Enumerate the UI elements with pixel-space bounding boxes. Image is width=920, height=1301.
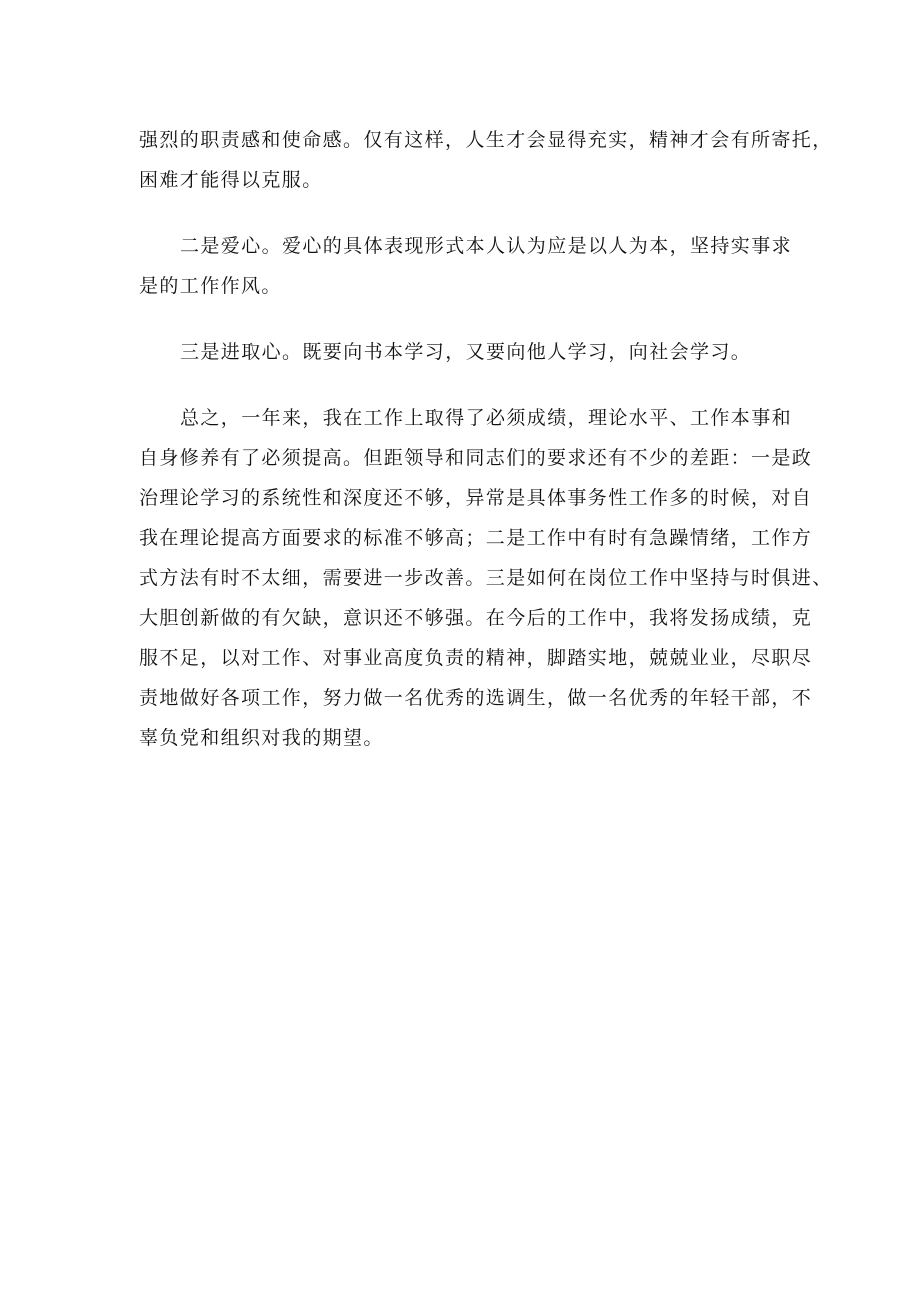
text-line: 困难才能得以克服。 xyxy=(139,169,323,191)
text-line: 是的工作作风。 xyxy=(139,275,282,297)
text-line: 我在理论提高方面要求的标准不够高；二是工作中有时有急躁情绪，工作方 xyxy=(139,527,813,549)
text-line: 总之，一年来，我在工作上取得了必须成绩，理论水平、工作本事和 xyxy=(180,407,793,429)
document-body xyxy=(139,120,833,784)
text-line: 三是进取心。既要向书本学习，又要向他人学习，向社会学习。 xyxy=(180,341,752,363)
paragraph-summary xyxy=(139,398,833,758)
text-line: 式方法有时不太细，需要进一步改善。三是如何在岗位工作中坚持与时俱进、 xyxy=(139,567,833,589)
paragraph-sense-of-duty xyxy=(139,120,833,200)
paragraph-ambition xyxy=(139,332,789,372)
paragraph-love xyxy=(139,226,793,306)
text-line: 服不足，以对工作、对事业高度负责的精神，脚踏实地，兢兢业业，尽职尽 xyxy=(139,647,813,669)
text-line: 责地做好各项工作，努力做一名优秀的选调生，做一名优秀的年轻干部，不 xyxy=(139,687,813,709)
text-line: 二是爱心。爱心的具体表现形式本人认为应是以人为本，坚持实事求 xyxy=(180,235,793,257)
text-line: 治理论学习的系统性和深度还不够，异常是具体事务性工作多的时候，对自 xyxy=(139,487,813,509)
text-line: 强烈的职责感和使命感。仅有这样，人生才会显得充实，精神才会有所寄托， xyxy=(139,129,833,151)
text-line: 辜负党和组织对我的期望。 xyxy=(139,727,384,749)
text-line: 大胆创新做的有欠缺，意识还不够强。在今后的工作中，我将发扬成绩，克 xyxy=(139,607,813,629)
text-line: 自身修养有了必须提高。但距领导和同志们的要求还有不少的差距：一是政 xyxy=(139,447,813,469)
